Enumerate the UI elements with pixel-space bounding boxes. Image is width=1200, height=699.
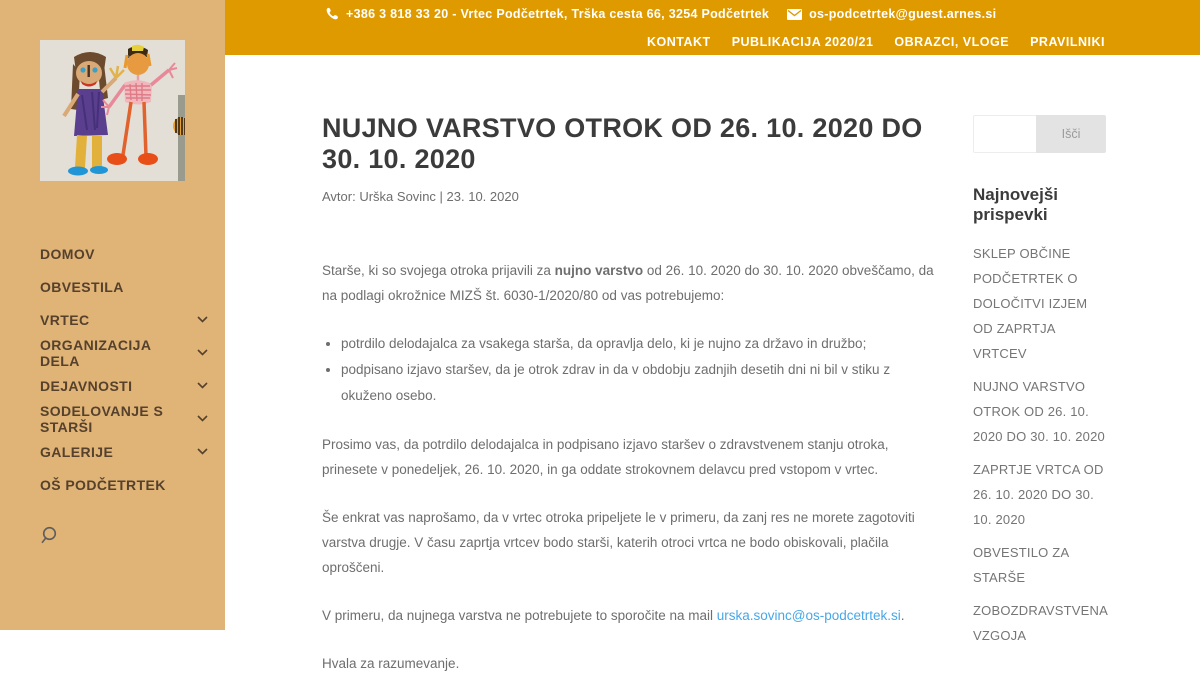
- paragraph-thanks: Hvala za razumevanje.: [322, 656, 460, 671]
- paragraph-intro: [322, 258, 939, 308]
- recent-posts-heading: Najnovejši prispevki: [973, 185, 1059, 224]
- recent-post-item: [973, 598, 1106, 648]
- recent-post-item: [973, 374, 1106, 449]
- meta-separator: |: [435, 189, 447, 204]
- chevron-down-icon: [197, 415, 208, 422]
- sidebar-item-organizacija-dela[interactable]: [40, 336, 208, 369]
- sidebar-item-vrtec[interactable]: [40, 303, 208, 336]
- search-input[interactable]: [973, 115, 1036, 153]
- topbar-menu: [225, 28, 1200, 55]
- paragraph-contact: [322, 603, 939, 628]
- recent-post-link[interactable]: ZAPRTJE VRTCA OD 26. 10. 2020 DO 30. 10. 2020: [973, 462, 1104, 527]
- sidebar-item-galerije[interactable]: [40, 435, 208, 468]
- sidebar-item-os-podcetrtek[interactable]: [40, 468, 208, 501]
- sidebar-item-obvestila[interactable]: [40, 270, 208, 303]
- meta-author-prefix: Avtor:: [322, 189, 360, 204]
- recent-post-item: [973, 457, 1106, 532]
- sidebar-item-dejavnosti[interactable]: [40, 369, 208, 402]
- article-title: NUJNO VARSTVO OTROK OD 26. 10. 2020 DO 30. 10. 2020: [322, 113, 923, 174]
- children-drawing-image: [40, 168, 185, 181]
- recent-post-link[interactable]: NUJNO VARSTVO OTROK OD 26. 10. 2020 DO 30. 10. 2020: [973, 379, 1105, 444]
- topbar-menu-publikacija[interactable]: PUBLIKACIJA 2020/21: [731, 34, 874, 49]
- sidebar-item-sodelovanje-s-starsi[interactable]: [40, 402, 208, 435]
- chevron-down-icon: [197, 349, 208, 356]
- paragraph-intro-text-after: od 26. 10. 2020 do 30. 10. 2020 obveščamo, da na podlagi okrožnice MIZŠ št. 6030-1/2020/80 od vas potrebujemo:: [322, 263, 934, 303]
- recent-post-item: [973, 540, 1106, 590]
- topbar-email[interactable]: [787, 7, 996, 21]
- sidebar-item-label: VRTEC: [40, 311, 90, 328]
- topbar-phone: [325, 7, 769, 21]
- paragraph-contact-period: .: [900, 608, 905, 623]
- sidebar-item-label: ORGANIZACIJA DELA: [40, 336, 151, 369]
- sidebar-item-label: GALERIJE: [40, 443, 114, 460]
- recent-post-item: [973, 241, 1106, 366]
- paragraph-appeal: Še enkrat vas naprošamo, da v vrtec otroka pripeljete le v primeru, da zanj res ne morete zagotoviti varstva drugje. V času zaprtja vrtcev bodo starši, katerih otroci vrtca ne bodo obiskovali, plačila oproščeni.: [322, 510, 915, 575]
- topbar-phone-text: +386 3 818 33 20 - Vrtec Podčetrtek, Trška cesta 66, 3254 Podčetrtek: [346, 7, 770, 21]
- envelope-icon: [787, 9, 802, 20]
- recent-post-link[interactable]: SKLEP OBČINE PODČETRTEK O DOLOČITVI IZJEM OD ZAPRTJA VRTCEV: [973, 246, 1088, 361]
- list-item: [341, 357, 939, 409]
- sidebar-nav: [40, 237, 208, 501]
- meta-date: 23. 10. 2020: [446, 189, 519, 204]
- main-column: [225, 0, 1200, 671]
- sidebar-item-label: DEJAVNOSTI: [40, 377, 133, 394]
- search-submit-button[interactable]: Išči: [1036, 115, 1106, 153]
- bold-nujno-varstvo: nujno varstvo: [554, 263, 644, 278]
- sidebar-item-label: DOMOV: [40, 245, 95, 262]
- chevron-down-icon: [197, 316, 208, 323]
- sidebar-item-label: SODELOVANJE S STARŠI: [40, 402, 164, 435]
- content-area: [225, 55, 1200, 699]
- site-logo[interactable]: [40, 40, 185, 181]
- topbar: [225, 0, 1200, 55]
- list-item-text: podpisano izjavo staršev, da je otrok zdrav in da v obdobju zadnjih desetih dni ni bil v stiku z okuženo osebo.: [341, 362, 891, 403]
- sidebar-item-domov[interactable]: [40, 237, 208, 270]
- topbar-menu-kontakt[interactable]: KONTAKT: [647, 34, 711, 49]
- article: [322, 113, 939, 699]
- list-item: [341, 331, 939, 357]
- requirements-list: [322, 331, 939, 409]
- left-sidebar: [0, 0, 225, 630]
- recent-posts-list: [973, 241, 1106, 648]
- right-sidebar: [973, 113, 1106, 699]
- paragraph-instructions: Prosimo vas, da potrdilo delodajalca in podpisano izjavo staršev o zdravstvenem stanju otroka, prinesete v ponedeljek, 26. 10. 2020, in ga oddate strokovnem delavcu pred vstopom v vrtec.: [322, 437, 889, 477]
- list-item-text: potrdilo delodajalca za vsakega starša, da opravlja delo, ki je nujno za državo in družbo;: [341, 336, 867, 351]
- article-meta: [322, 189, 939, 204]
- search-form: [973, 115, 1106, 153]
- topbar-menu-pravilniki[interactable]: PRAVILNIKI: [1030, 34, 1105, 49]
- chevron-down-icon: [197, 448, 208, 455]
- topbar-contact-row: [225, 0, 1200, 28]
- topbar-menu-obrazci-vloge[interactable]: OBRAZCI, VLOGE: [894, 34, 1010, 49]
- email-link[interactable]: urska.sovinc@os-podcetrtek.si: [716, 608, 901, 623]
- sidebar-item-label: OŠ PODČETRTEK: [40, 476, 166, 493]
- topbar-email-text: os-podcetrtek@guest.arnes.si: [809, 7, 997, 21]
- search-icon: [40, 526, 59, 546]
- recent-post-link[interactable]: ZOBOZDRAVSTVENA VZGOJA: [973, 603, 1108, 643]
- chevron-down-icon: [197, 382, 208, 389]
- sidebar-item-label: OBVESTILA: [40, 278, 124, 295]
- paragraph-contact-text: V primeru, da nujnega varstva ne potrebujete to sporočite na mail: [322, 608, 717, 623]
- paragraph-intro-text: Starše, ki so svojega otroka prijavili za: [322, 263, 555, 278]
- phone-icon: [325, 7, 339, 21]
- sidebar-search-toggle[interactable]: [40, 526, 60, 546]
- meta-author-link[interactable]: Urška Sovinc: [359, 189, 436, 204]
- recent-post-link[interactable]: OBVESTILO ZA STARŠE: [973, 545, 1069, 585]
